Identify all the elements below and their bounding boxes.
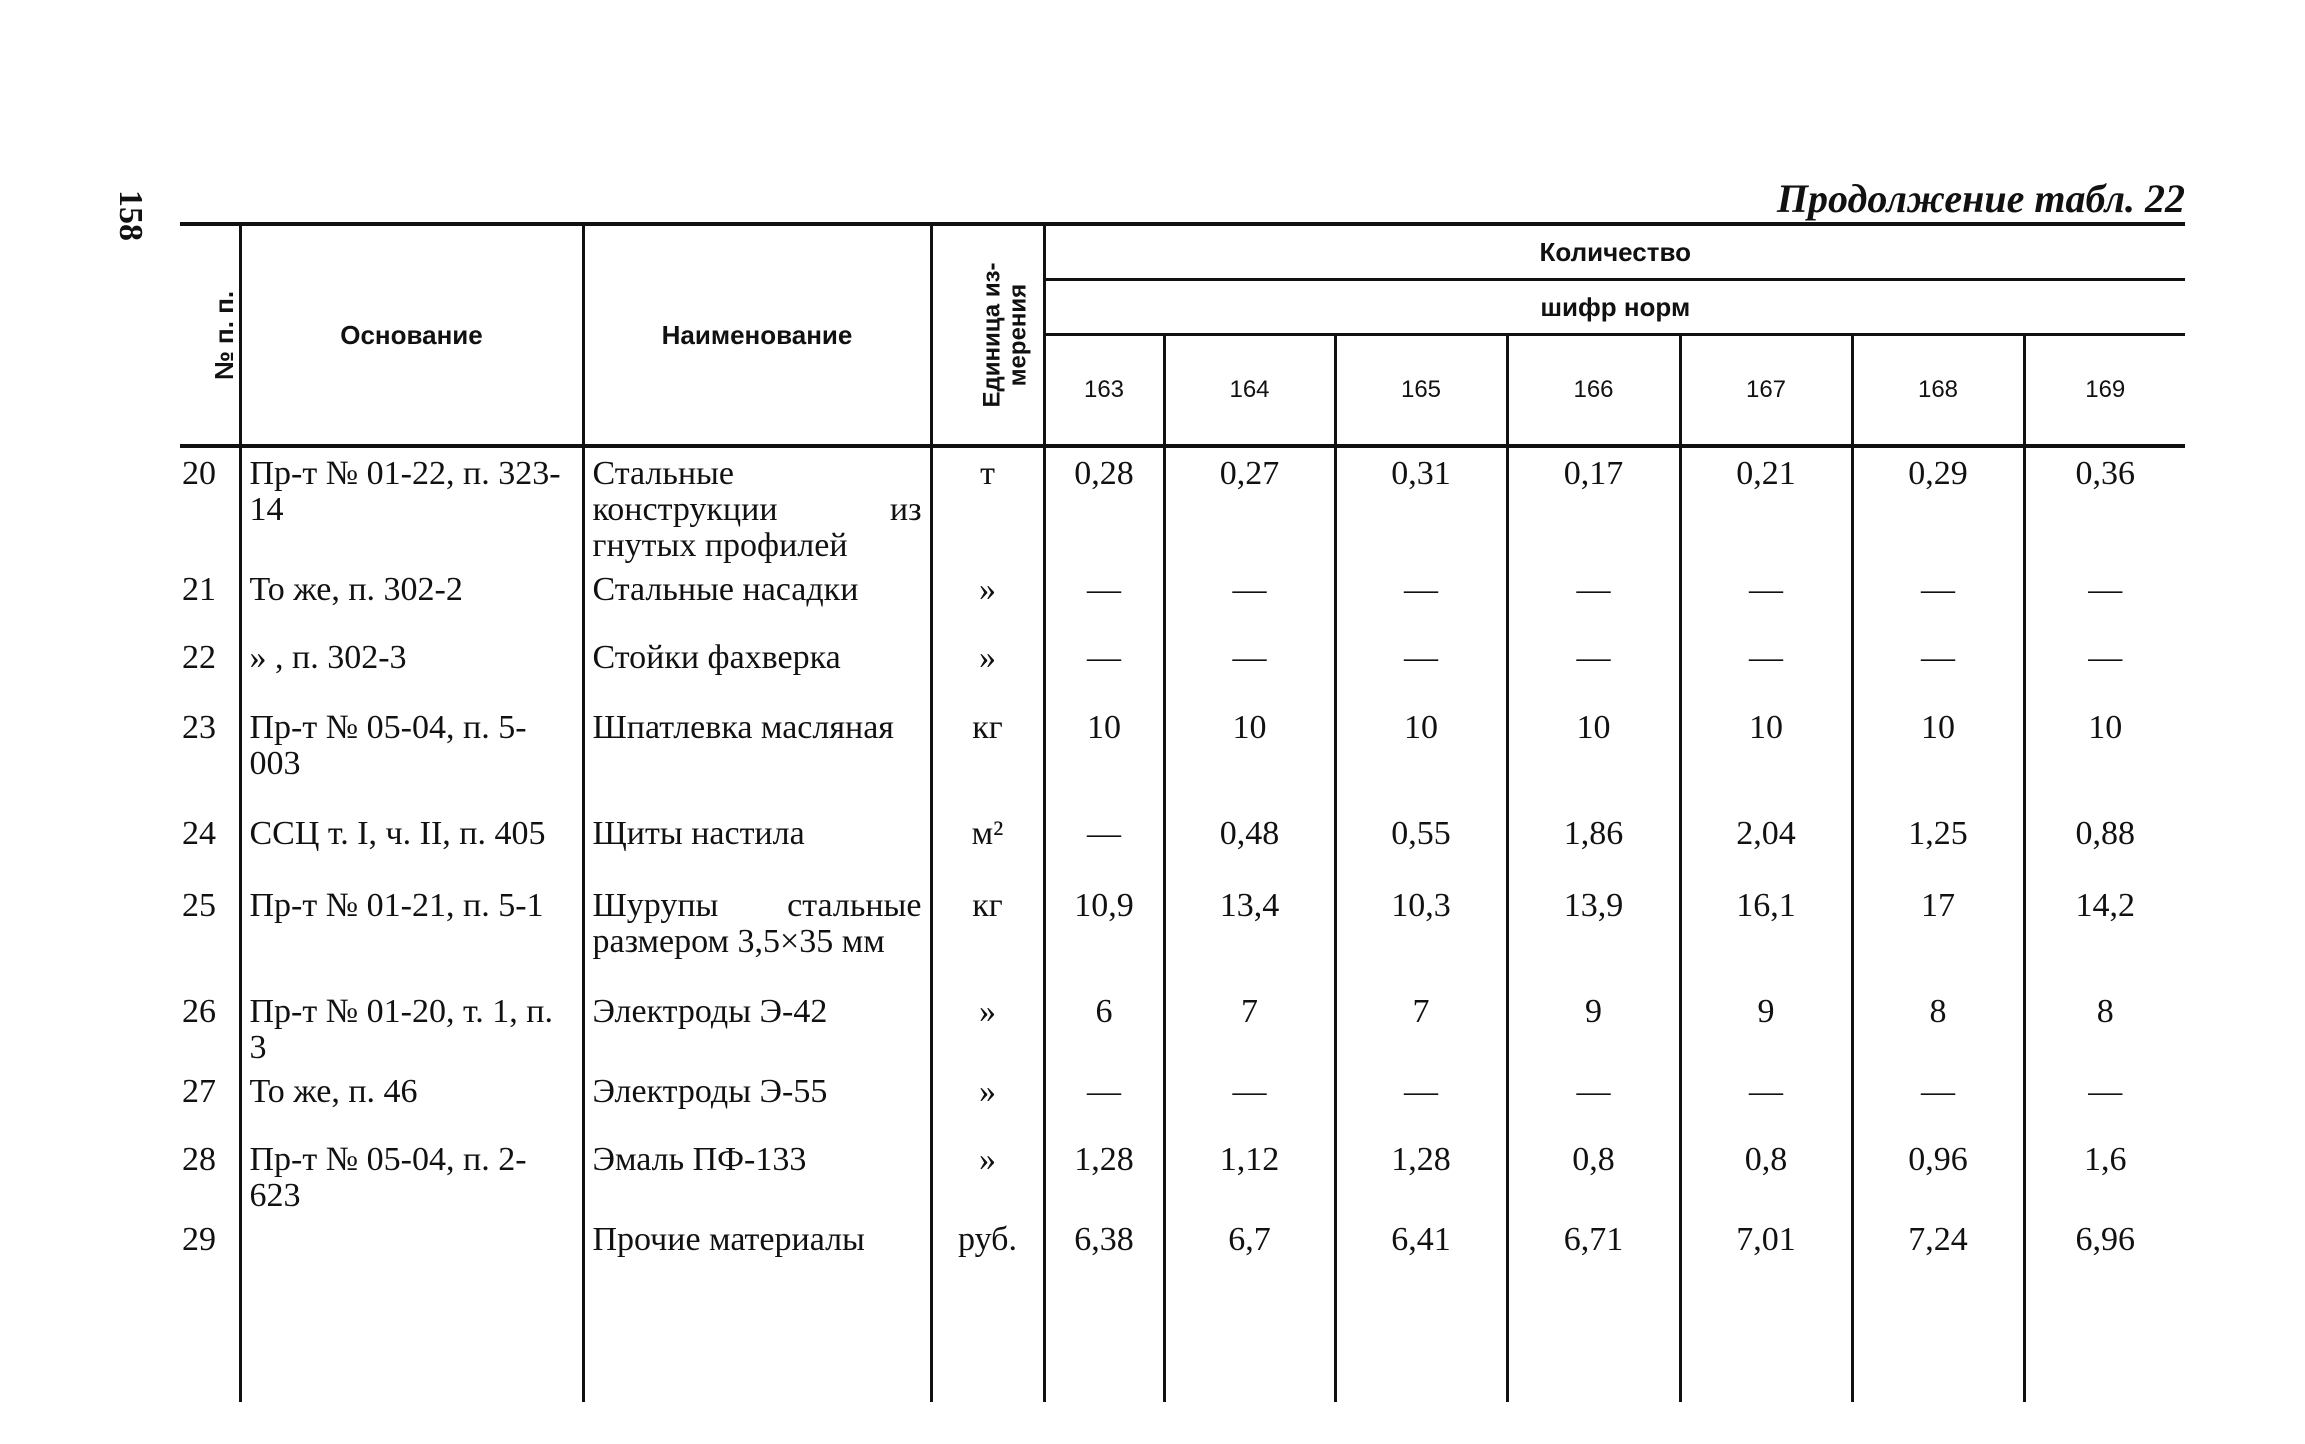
row-value: 6,7	[1164, 1214, 1335, 1284]
row-value: 2,04	[1680, 808, 1852, 880]
row-name: Электроды Э-55	[583, 1066, 931, 1134]
row-value: 7	[1164, 986, 1335, 1066]
row-value: 0,8	[1680, 1134, 1852, 1214]
row-value: 6,96	[2024, 1214, 2185, 1284]
row-value: 6	[1044, 986, 1164, 1066]
row-value: —	[2024, 564, 2185, 632]
row-value: 6,38	[1044, 1214, 1164, 1284]
row-value: 17	[1852, 880, 2024, 986]
row-value: 0,96	[1852, 1134, 2024, 1214]
row-name: Стальные конструкции из гнутых профилей	[583, 446, 931, 564]
row-unit: руб.	[931, 1214, 1044, 1284]
row-value: —	[1507, 632, 1680, 702]
row-name: Шурупы стальные размером 3,5×35 мм	[583, 880, 931, 986]
row-value: 10,9	[1044, 880, 1164, 986]
row-value: 10	[1852, 702, 2024, 808]
row-value: 6,71	[1507, 1214, 1680, 1284]
row-value: 10,3	[1335, 880, 1507, 986]
header-unit-line2: мерения	[1003, 283, 1031, 386]
row-value: 0,8	[1507, 1134, 1680, 1214]
header-basis: Основание	[240, 224, 583, 446]
table-row	[180, 986, 2185, 1066]
row-value: —	[1044, 632, 1164, 702]
row-value: 0,55	[1335, 808, 1507, 880]
row-basis: Пр-т № 05-04, п. 5-003	[240, 702, 583, 808]
row-number: 21	[180, 564, 240, 632]
row-value: 0,21	[1680, 446, 1852, 564]
row-number: 20	[180, 446, 240, 564]
row-basis: Пр-т № 01-20, т. 1, п. 3	[240, 986, 583, 1066]
empty-cell	[1044, 1284, 1164, 1402]
row-value: 7,24	[1852, 1214, 2024, 1284]
row-value: 8	[2024, 986, 2185, 1066]
header-name: Наименование	[583, 224, 931, 446]
row-basis	[240, 1214, 583, 1284]
table-row	[180, 808, 2185, 880]
row-value: —	[1680, 1066, 1852, 1134]
table-row	[180, 446, 2185, 564]
empty-cell	[1164, 1284, 1335, 1402]
row-value: —	[1852, 564, 2024, 632]
row-value: —	[1335, 632, 1507, 702]
row-value: 7	[1335, 986, 1507, 1066]
row-value: 10	[1680, 702, 1852, 808]
empty-cell	[1852, 1284, 2024, 1402]
row-value: 16,1	[1680, 880, 1852, 986]
row-unit: »	[931, 1134, 1044, 1214]
row-value: 1,25	[1852, 808, 2024, 880]
header-code: 167	[1680, 335, 1852, 447]
row-unit: »	[931, 564, 1044, 632]
header-code: 163	[1044, 335, 1164, 447]
row-value: 10	[1507, 702, 1680, 808]
row-unit: »	[931, 986, 1044, 1066]
row-unit: кг	[931, 702, 1044, 808]
row-number: 29	[180, 1214, 240, 1284]
header-code: 164	[1164, 335, 1335, 447]
header-unit-line1: Единица из-	[977, 262, 1005, 407]
empty-cell	[2024, 1284, 2185, 1402]
row-number: 28	[180, 1134, 240, 1214]
row-unit: м²	[931, 808, 1044, 880]
row-name: Щиты настила	[583, 808, 931, 880]
header-code: 166	[1507, 335, 1680, 447]
row-value: 0,29	[1852, 446, 2024, 564]
row-value: 0,48	[1164, 808, 1335, 880]
row-basis: » , п. 302-3	[240, 632, 583, 702]
row-number: 24	[180, 808, 240, 880]
header-code: 168	[1852, 335, 2024, 447]
row-basis: То же, п. 302-2	[240, 564, 583, 632]
row-value: —	[1680, 632, 1852, 702]
row-value: —	[1164, 1066, 1335, 1134]
row-value: —	[2024, 632, 2185, 702]
row-value: —	[1335, 1066, 1507, 1134]
empty-cell	[583, 1284, 931, 1402]
row-number: 23	[180, 702, 240, 808]
row-value: 10	[1335, 702, 1507, 808]
empty-cell	[1335, 1284, 1507, 1402]
page-number: 158	[112, 190, 149, 241]
row-value: 1,12	[1164, 1134, 1335, 1214]
row-value: 8	[1852, 986, 2024, 1066]
header-unit	[931, 224, 1044, 446]
row-name: Прочие материалы	[583, 1214, 931, 1284]
empty-cell	[180, 1284, 240, 1402]
row-basis: ССЦ т. I, ч. II, п. 405	[240, 808, 583, 880]
row-basis: Пр-т № 01-22, п. 323-14	[240, 446, 583, 564]
row-value: 0,31	[1335, 446, 1507, 564]
row-value: 6,41	[1335, 1214, 1507, 1284]
table-row	[180, 1066, 2185, 1134]
row-value: —	[1044, 1066, 1164, 1134]
table-header	[180, 224, 2185, 446]
row-value: 9	[1507, 986, 1680, 1066]
row-basis: Пр-т № 05-04, п. 2-623	[240, 1134, 583, 1214]
header-quantity: Количество	[1044, 224, 2185, 280]
empty-cell	[931, 1284, 1044, 1402]
row-number: 27	[180, 1066, 240, 1134]
row-value: —	[1507, 1066, 1680, 1134]
row-value: —	[1335, 564, 1507, 632]
row-unit: кг	[931, 880, 1044, 986]
table-trailing-space	[180, 1284, 2185, 1402]
table-row	[180, 702, 2185, 808]
row-value: —	[1507, 564, 1680, 632]
row-value: —	[1680, 564, 1852, 632]
row-value: 10	[1044, 702, 1164, 808]
row-number: 26	[180, 986, 240, 1066]
row-value: —	[2024, 1066, 2185, 1134]
row-name: Стойки фахверка	[583, 632, 931, 702]
row-value: 7,01	[1680, 1214, 1852, 1284]
row-value: —	[1044, 808, 1164, 880]
header-num	[180, 224, 240, 446]
row-value: 0,28	[1044, 446, 1164, 564]
table-body	[180, 446, 2185, 1402]
header-norm-code: шифр норм	[1044, 280, 2185, 335]
row-value: —	[1852, 632, 2024, 702]
row-basis: Пр-т № 01-21, п. 5-1	[240, 880, 583, 986]
row-value: 13,4	[1164, 880, 1335, 986]
row-number: 25	[180, 880, 240, 986]
empty-cell	[1680, 1284, 1852, 1402]
table-row	[180, 1134, 2185, 1214]
table-row	[180, 632, 2185, 702]
header-num-label: № п. п.	[209, 290, 240, 380]
row-name: Эмаль ПФ-133	[583, 1134, 931, 1214]
table-continuation-caption: Продолжение табл. 22	[1776, 176, 2185, 221]
table-row	[180, 1214, 2185, 1284]
row-value: 1,6	[2024, 1134, 2185, 1214]
row-value: —	[1164, 564, 1335, 632]
row-value: 13,9	[1507, 880, 1680, 986]
empty-cell	[1507, 1284, 1680, 1402]
row-unit: т	[931, 446, 1044, 564]
header-unit-label	[979, 262, 1031, 407]
header-code: 169	[2024, 335, 2185, 447]
table-row	[180, 880, 2185, 986]
empty-cell	[240, 1284, 583, 1402]
row-value: 1,28	[1335, 1134, 1507, 1214]
row-unit: »	[931, 1066, 1044, 1134]
materials-table	[180, 222, 2185, 1402]
row-value: 1,28	[1044, 1134, 1164, 1214]
row-value: 10	[1164, 702, 1335, 808]
row-value: —	[1044, 564, 1164, 632]
row-value: 0,36	[2024, 446, 2185, 564]
row-number: 22	[180, 632, 240, 702]
row-value: 10	[2024, 702, 2185, 808]
row-value: 0,88	[2024, 808, 2185, 880]
table-row	[180, 564, 2185, 632]
row-basis: То же, п. 46	[240, 1066, 583, 1134]
row-name: Шпатлевка масляная	[583, 702, 931, 808]
header-code: 165	[1335, 335, 1507, 447]
row-value: 9	[1680, 986, 1852, 1066]
row-value: 0,27	[1164, 446, 1335, 564]
row-name: Стальные насадки	[583, 564, 931, 632]
row-unit: »	[931, 632, 1044, 702]
row-value: 14,2	[2024, 880, 2185, 986]
row-value: —	[1852, 1066, 2024, 1134]
row-name: Электроды Э-42	[583, 986, 931, 1066]
row-value: 0,17	[1507, 446, 1680, 564]
row-value: —	[1164, 632, 1335, 702]
row-value: 1,86	[1507, 808, 1680, 880]
